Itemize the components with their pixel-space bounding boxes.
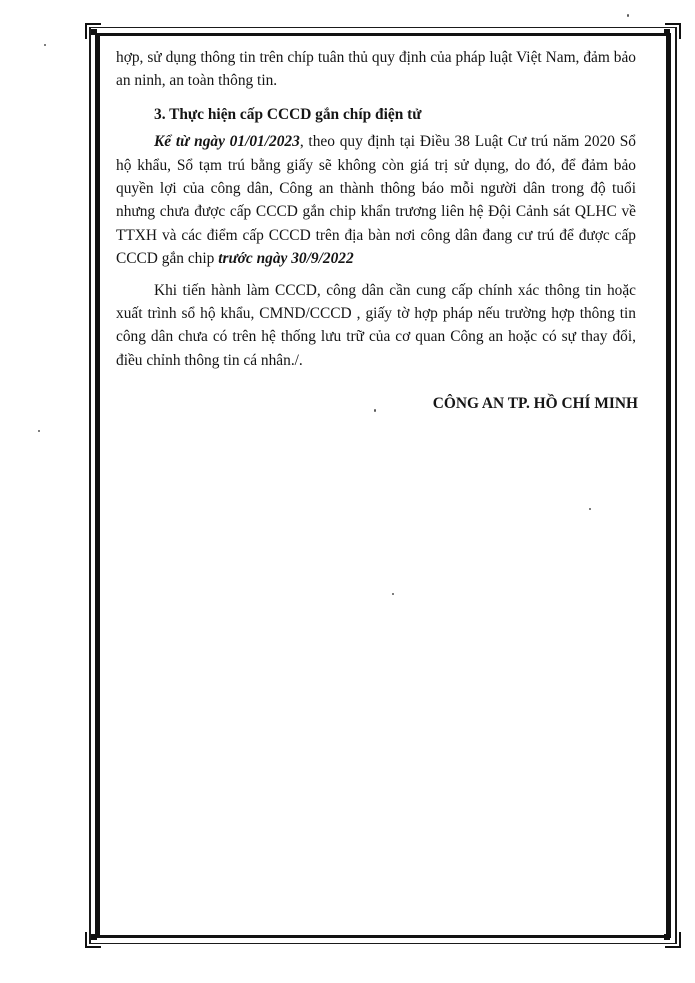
corner-ornament (664, 29, 670, 35)
corner-ornament (91, 29, 97, 35)
issuer-signature: CÔNG AN TP. HỒ CHÍ MINH (432, 395, 638, 412)
scan-speck (589, 508, 591, 510)
section-3-paragraph-1 (116, 130, 636, 270)
section-3-paragraph-2: Khi tiến hành làm CCCD, công dân cần cung cấp chính xác thông tin hoặc xuất trình sổ hộ khẩu, CMND/CCCD , giấy tờ hợp pháp nếu trường hợp thông tin công dân chưa có trên hệ thống lưu trữ của cơ quan Công an hoặc có sự thay đổi, điều chỉnh thông tin cá nhân./. (116, 281, 636, 369)
section-3-heading: 3. Thực hiện cấp CCCD gắn chíp điện tử (154, 105, 422, 123)
corner-ornament (91, 934, 97, 940)
scan-speck (627, 14, 629, 17)
scan-speck (392, 593, 394, 595)
effective-date-lead: Kể từ ngày 01/01/2023 (154, 133, 300, 151)
scan-speck (44, 44, 46, 46)
corner-ornament (664, 934, 670, 940)
paragraph-1-body: , theo quy định tại Điều 38 Luật Cư trú năm 2020 Sổ hộ khẩu, Sổ tạm trú bằng giấy sẽ không còn giá trị sử dụng, do đó, để đảm bảo quyền lợi của công dân, Công an thành thông báo mỗi người dân trong độ tuổi nhưng chưa được cấp CCCD gắn chip khẩn trương liên hệ Đội Cảnh sát QLHC về TTXH và các điểm cấp CCCD trên địa bàn nơi công dân đang cư trú để được cấp CCCD gắn chip (116, 133, 636, 268)
scan-speck (38, 430, 40, 432)
deadline-text: trước ngày 30/9/2022 (218, 250, 354, 268)
scan-speck (374, 409, 376, 412)
document-body (116, 46, 636, 372)
continuation-paragraph: hợp, sử dụng thông tin trên chíp tuân thủ quy định của pháp luật Việt Nam, đảm bảo an ninh, an toàn thông tin. (116, 49, 636, 90)
